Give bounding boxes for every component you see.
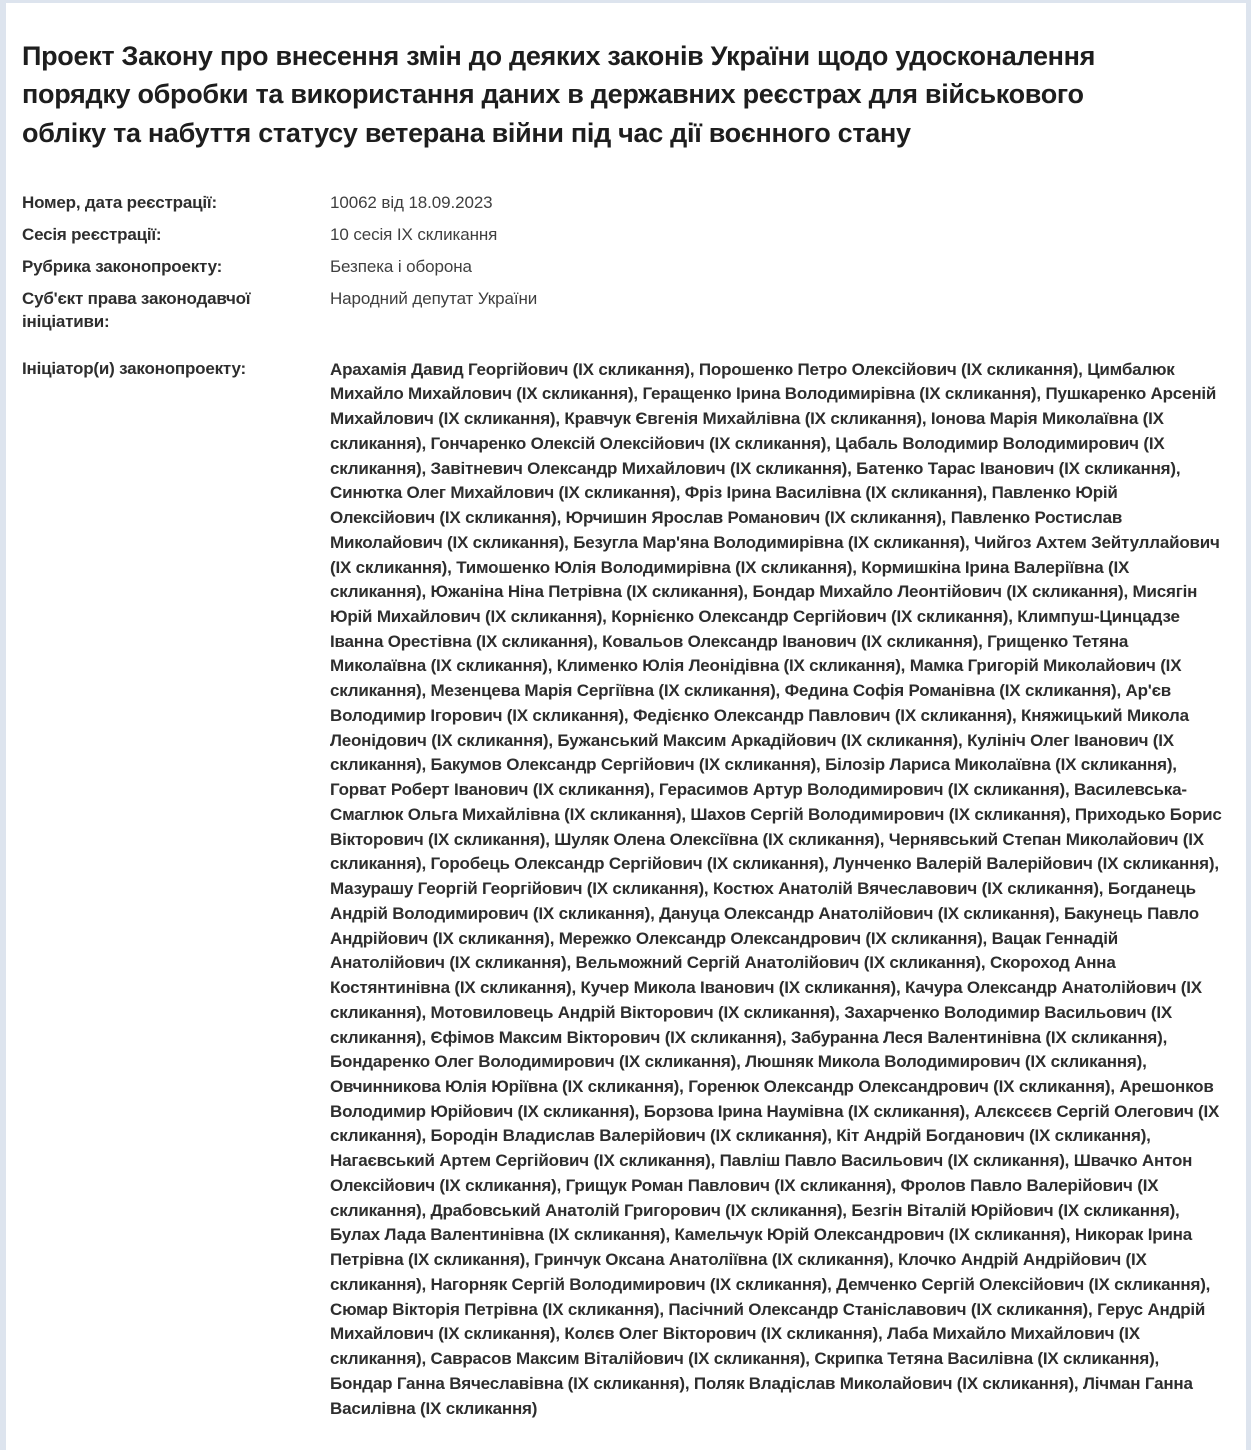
initiators-label: Ініціатор(и) законопроекту: (22, 358, 246, 378)
rubric-label: Рубрика законопроекту: (22, 256, 223, 276)
initiative-subject-value: Народний депутат України (330, 288, 538, 308)
registration-number-value: 10062 від 18.09.2023 (330, 192, 493, 212)
initiative-subject-label: Суб'єкт права законодавчої ініціативи: (22, 288, 251, 331)
bill-title: Проект Закону про внесення змін до деяких законів України щодо удосконалення порядку обробки та використання даних в державних реєстрах для військового обліку та набуття статусу ветерана війни під час дії воєнного стану (22, 41, 1096, 148)
field-registration-number (22, 192, 1222, 215)
rubric-value: Безпека і оборона (330, 256, 472, 276)
initiators-list: Арахамія Давид Георгійович (ІХ скликання), Порошенко Петро Олексійович (ІХ скликання), Цимбалюк Михайло Михайлович (ІХ скликання), Геращенко Ірина Володимирівна (ІХ скликання), Пушкаренко Арсеній Михайлович (ІХ скликання), Кравчук Євгенія Михайлівна (ІХ скликання), Іонова Марія Миколаївна (ІХ скликання), Гончаренко Олексій Олексійович (ІХ скликання), Цабаль Володимир Володимирович (ІХ скликання), Завітневич Олександр Михайлович (ІХ скликання), Батенко Тарас Іванович (ІХ скликання), Синютка Олег Михайлович (ІХ скликання), Фріз Ірина Василівна (ІХ скликання), Павленко Юрій Олексійович (ІХ скликання), Юрчишин Ярослав Романович (ІХ скликання), Павленко Ростислав Миколайович (ІХ скликання), Безугла Мар'яна Володимирівна (ІХ скликання), Чийгоз Ахтем Зейтуллайович (ІХ скликання), Тимошенко Юлія Володимирівна (ІХ скликання), Кормишкіна Ірина Валеріївна (ІХ скликання), Южаніна Ніна Петрівна (ІХ скликання), Бондар Михайло Леонтійович (ІХ скликання), Мисягін Юрій Михайлович (ІХ скликання), Корнієнко Олександр Сергійович (ІХ скликання), Климпуш-Цинцадзе Іванна Орестівна (ІХ скликання), Ковальов Олександр Іванович (ІХ скликання), Грищенко Тетяна Миколаївна (ІХ скликання), Клименко Юлія Леонідівна (ІХ скликання), Мамка Григорій Миколайович (ІХ скликання), Мезенцева Марія Сергіївна (ІХ скликання), Федина Софія Романівна (ІХ скликання), Ар'єв Володимир Ігорович (ІХ скликання), Федієнко Олександр Павлович (ІХ скликання), Княжицький Микола Леонідович (ІХ скликання), Бужанський Максим Аркадійович (ІХ скликання), Кулініч Олег Іванович (ІХ скликання), Бакумов Олександр Сергійович (ІХ скликання), Білозір Лариса Миколаївна (ІХ скликання), Горват Роберт Іванович (ІХ скликання), Герасимов Артур Володимирович (ІХ скликання), Василевська-Смаглюк Ольга Михайлівна (ІХ скликання), Шахов Сергій Володимирович (ІХ скликання), Приходько Борис Вікторович (ІХ скликання), Шуляк Олена Олексіївна (ІХ скликання), Чернявський Степан Миколайович (ІХ скликання), Горобець Олександр Сергійович (ІХ скликання), Лунченко Валерій Валерійович (ІХ скликання), Мазурашу Георгій Георгійович (ІХ скликання), Костюх Анатолій Вячеславович (ІХ скликання), Богданець Андрій Володимирович (ІХ скликання), Дануца Олександр Анатолійович (ІХ скликання), Бакунець Павло Андрійович (ІХ скликання), Мережко Олександр Олександрович (ІХ скликання), Вацак Геннадій Анатолійович (ІХ скликання), Вельможний Сергій Анатолійович (ІХ скликання), Скороход Анна Костянтинівна (ІХ скликання), Кучер Микола Іванович (ІХ скликання), Качура Олександр Анатолійович (ІХ скликання), Мотовиловець Андрій Вікторович (ІХ скликання), Захарченко Володимир Васильович (ІХ скликання), Єфімов Максим Вікторович (ІХ скликання), Забуранна Леся Валентинівна (ІХ скликання), Бондаренко Олег Володимирович (ІХ скликання), Люшняк Микола Володимирович (ІХ скликання), Овчинникова Юлія Юріївна (ІХ скликання), Горенюк Олександр Олександрович (ІХ скликання), Арешонков Володимир Юрійович (ІХ скликання), Борзова Ірина Наумівна (ІХ скликання), Алєксєєв Сергій Олегович (ІХ скликання), Бородін Владислав Валерійович (ІХ скликання), Кіт Андрій Богданович (ІХ скликання), Нагаєвський Артем Сергійович (ІХ скликання), Павліш Павло Васильович (ІХ скликання), Швачко Антон Олексійович (ІХ скликання), Грищук Роман Павлович (ІХ скликання), Фролов Павло Валерійович (ІХ скликання), Драбовський Анатолій Григорович (ІХ скликання), Безгін Віталій Юрійович (ІХ скликання), Булах Лада Валентинівна (ІХ скликання), Камельчук Юрій Олександрович (ІХ скликання), Никорак Ірина Петрівна (ІХ скликання), Гринчук Оксана Анатоліївна (ІХ скликання), Клочко Андрій Андрійович (ІХ скликання), Нагорняк Сергій Володимирович (ІХ скликання), Демченко Сергій Олексійович (ІХ скликання), Сюмар Вікторія Петрівна (ІХ скликання), Пасічний Олександр Станіславович (ІХ скликання), Герус Андрій Михайлович (ІХ скликання), Колєв Олег Вікторович (ІХ скликання), Лаба Михайло Михайлович (ІХ скликання), Саврасов Максим Віталійович (ІХ скликання), Скрипка Тетяна Василівна (ІХ скликання), Бондар Ганна Вячеславівна (ІХ скликання), Поляк Владіслав Миколайович (ІХ скликання), Лічман Ганна Василівна (ІХ скликання) (330, 359, 1222, 1418)
field-rubric (22, 256, 1222, 279)
field-registration-session (22, 224, 1222, 247)
registration-number-label: Номер, дата реєстрації: (22, 192, 217, 212)
bill-details (22, 192, 1222, 1421)
field-initiative-subject (22, 288, 1222, 334)
registration-session-value: 10 сесія IX скликання (330, 224, 498, 244)
field-initiators (22, 358, 1222, 1422)
registration-session-label: Сесія реєстрації: (22, 224, 162, 244)
bill-card (6, 3, 1246, 1450)
